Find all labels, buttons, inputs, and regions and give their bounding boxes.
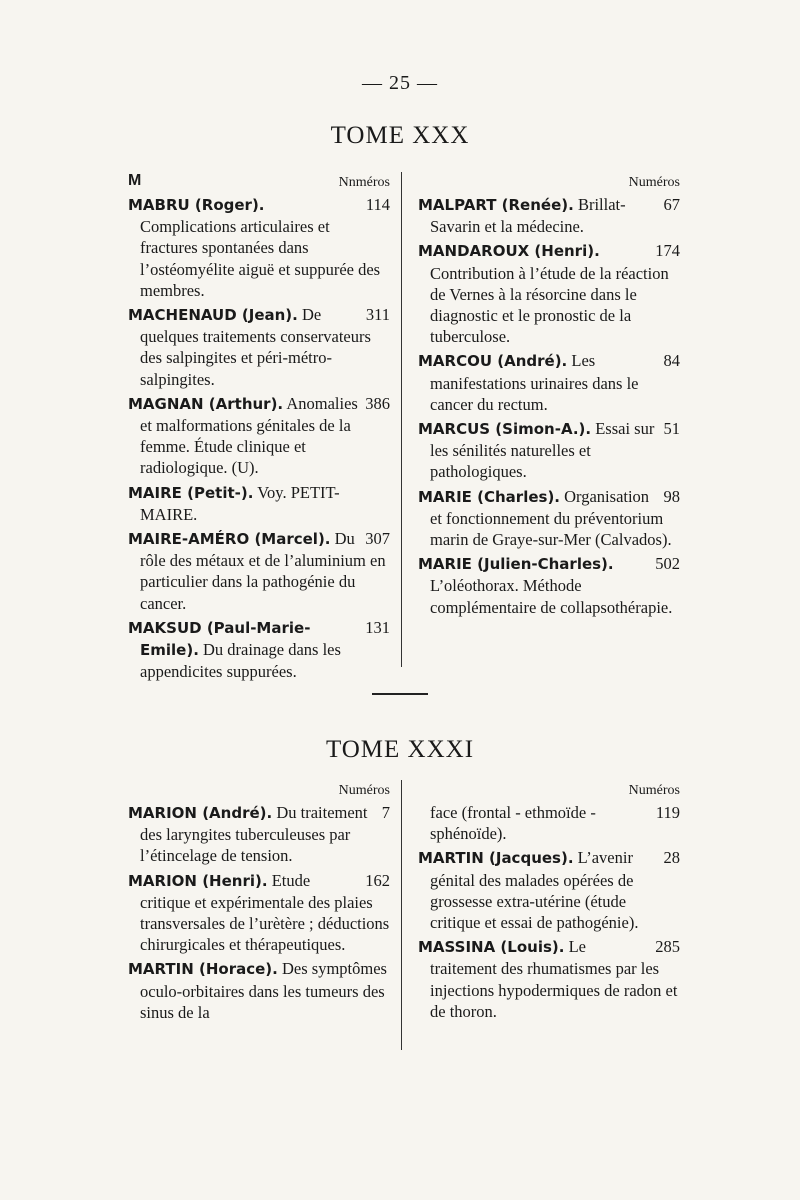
entry-text: Brillat-Savarin et la médecine.	[430, 195, 626, 237]
numbers-header: Numéros	[338, 783, 390, 798]
entry-text: Le traitement des rhumatismes par les injections hypodermiques de radon et de thoron.	[430, 937, 678, 1021]
entry-text: Essai sur les sénilités naturelles et pathologiques.	[430, 419, 655, 482]
entry-text: L’avenir génital des malades opérées de grossesse extra-utérine (étude critique et essai de pathogénie).	[430, 848, 639, 933]
tome-xxxi-section	[128, 780, 693, 1060]
entry-text: Du drainage dans les appendicites suppurées.	[140, 640, 341, 682]
entry-number: 98	[663, 486, 680, 506]
entry-author: MARTIN (Horace).	[128, 960, 278, 979]
entry-author: MARCOU (André).	[418, 352, 568, 371]
entry-text: L’oléothorax. Méthode complémentaire de collapsothérapie.	[430, 576, 673, 617]
index-entry	[128, 194, 390, 301]
entry-continuation	[418, 802, 680, 844]
index-entry	[418, 486, 680, 551]
entry-number: 131	[365, 617, 390, 637]
page-number: — 25 —	[362, 72, 438, 94]
index-entry	[418, 936, 680, 1022]
index-entry	[128, 617, 390, 683]
tome-xxxi-right-column	[418, 780, 680, 1025]
entry-author: MABRU (Roger).	[128, 196, 265, 214]
entry-number: 119	[655, 803, 680, 822]
entry-text: Voy. PETIT-MAIRE.	[140, 482, 340, 524]
entry-list	[128, 802, 390, 1023]
index-entry	[418, 847, 680, 933]
entry-text: Contribution à l’étude de la réaction de Vernes à la résorcine dans le diagnostic et le pronostic de la tuberculose.	[430, 263, 669, 347]
entry-number: 51	[663, 419, 680, 439]
numbers-header: Nnméros	[338, 175, 390, 190]
index-entry	[128, 304, 390, 390]
entry-number: 114	[365, 195, 390, 214]
section-letter: M	[128, 172, 142, 189]
entry-author: MAKSUD (Paul-Marie-Emile).	[128, 618, 311, 660]
entry-text: Anomalies et malformations génitales de la femme. Étude clinique et radiologique. (U).	[140, 393, 358, 478]
entry-number: 285	[655, 937, 680, 957]
entry-author: MAIRE (Petit-).	[128, 483, 254, 502]
entry-author: MARION (Henri).	[128, 871, 268, 890]
entry-list	[418, 194, 680, 618]
index-entry	[128, 393, 390, 479]
entry-number: 311	[365, 305, 390, 325]
entry-author: MACHENAUD (Jean).	[128, 306, 298, 325]
entry-text: Complications articulaires et fractures spontanées dans l’ostéomyélite aiguë et suppurée des membres.	[140, 217, 381, 300]
entry-number: 7	[381, 803, 390, 822]
column-divider	[401, 780, 402, 1050]
entry-number: 174	[655, 241, 680, 261]
tome-xxx-right-column	[418, 172, 680, 621]
entry-text: Etude critique et expérimentale des plaies transversales de l’urètère ; déductions chirurgicales et thérapeutiques.	[140, 870, 390, 955]
numbers-header: Numéros	[628, 175, 680, 190]
entry-list	[128, 194, 390, 682]
tome-xxx-section	[128, 172, 693, 682]
entry-author: MARTIN (Jacques).	[418, 849, 574, 868]
entry-number: 67	[663, 195, 680, 214]
index-entry	[418, 553, 680, 618]
index-entry	[128, 528, 390, 614]
entry-text: Des symptômes oculo-orbitaires dans les tumeurs des sinus de la	[140, 959, 387, 1022]
entry-number: 162	[365, 870, 390, 890]
entry-number: 502	[655, 554, 680, 574]
entry-text: Du rôle des métaux et de l’aluminium en particulier dans la pathogénie du cancer.	[140, 529, 386, 613]
entry-author: MANDAROUX (Henri).	[418, 242, 600, 261]
entry-author: MARIE (Charles).	[418, 487, 560, 506]
section-divider	[372, 693, 428, 695]
entry-list	[418, 847, 680, 1022]
tome-xxx-title: TOME XXX	[330, 122, 470, 149]
entry-author: MARIE (Julien-Charles).	[418, 555, 614, 574]
entry-text: Les manifestations urinaires dans le cancer du rectum.	[430, 351, 639, 414]
index-entry	[418, 418, 680, 483]
entry-number: 307	[365, 529, 390, 549]
index-entry	[418, 350, 680, 415]
index-entry	[418, 240, 680, 347]
entry-text: De quelques traitements conservateurs des salpingites et péri-métro-salpingites.	[140, 305, 371, 389]
index-entry	[128, 958, 390, 1023]
entry-text: Du traitement des laryngites tuberculeuses par l’étincelage de tension.	[140, 803, 368, 866]
index-entry	[128, 482, 390, 525]
tome-xxxi-left-column	[128, 780, 390, 1026]
column-divider	[401, 172, 402, 667]
entry-number: 84	[663, 351, 680, 371]
entry-author: MASSINA (Louis).	[418, 938, 565, 957]
entry-number: 28	[663, 848, 680, 868]
tome-xxx-left-column	[128, 172, 390, 685]
tome-xxxi-title: TOME XXXI	[325, 736, 475, 763]
index-entry	[418, 194, 680, 237]
entry-text: Organisation et fonctionnement du préventorium marin de Graye-sur-Mer (Calvados).	[430, 486, 672, 550]
index-entry	[128, 802, 390, 867]
entry-author: MARION (André).	[128, 804, 273, 822]
numbers-header: Numéros	[628, 783, 680, 798]
entry-author: MAGNAN (Arthur).	[128, 394, 284, 413]
entry-author: MARCUS (Simon-A.).	[418, 420, 592, 439]
index-entry	[128, 870, 390, 956]
entry-number: 386	[365, 393, 390, 413]
entry-author: MAIRE-AMÉRO (Marcel).	[128, 530, 331, 549]
entry-text: face (frontal - ethmoïde - sphénoïde).	[430, 803, 596, 844]
entry-author: MALPART (Renée).	[418, 196, 574, 214]
